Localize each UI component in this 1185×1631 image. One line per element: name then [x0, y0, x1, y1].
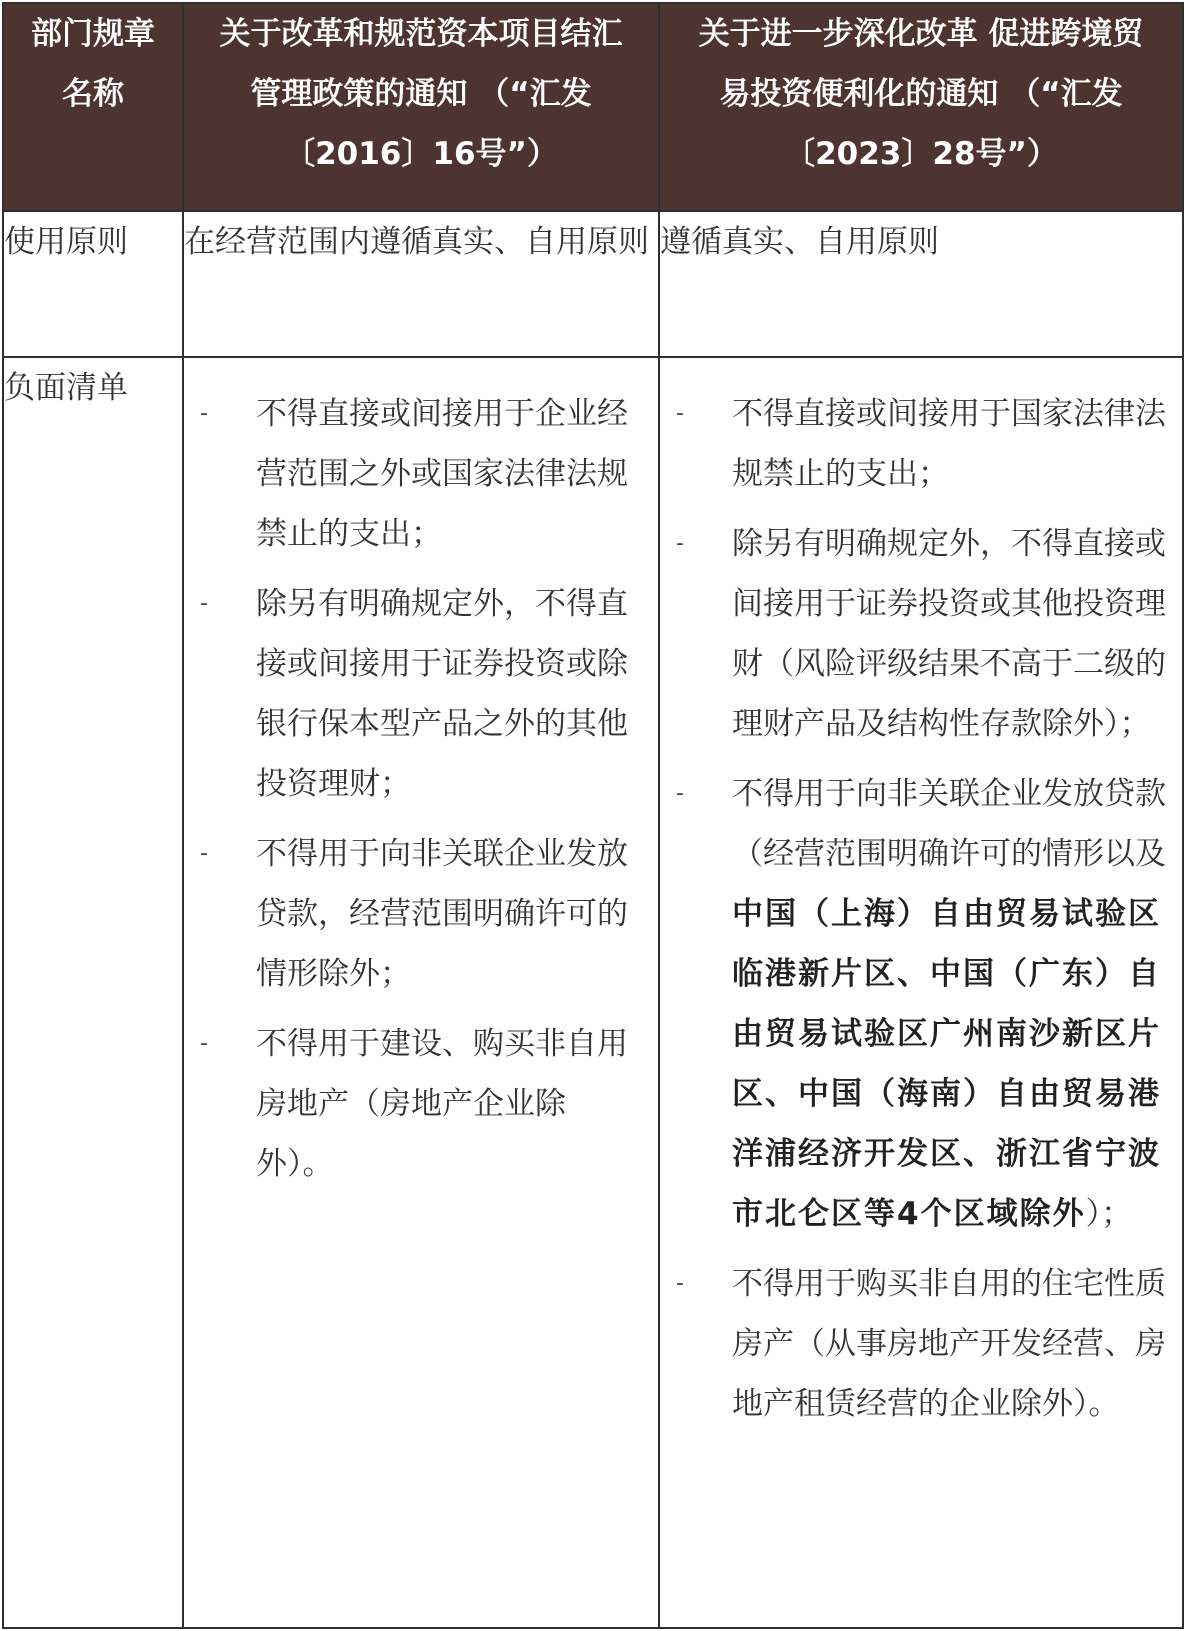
bullet-dash: -: [676, 531, 684, 556]
bullet-dash: -: [676, 401, 684, 426]
list-item: [676, 1254, 1166, 1434]
header-line: 〔2016〕16号”）: [284, 136, 558, 172]
bullet-dash: -: [200, 591, 208, 616]
header-line: 〔2023〕28号”）: [784, 136, 1058, 172]
list-item-text: 除另有明确规定外，不得直接或间接用于证券投资或除银行保本型产品之外的其他投资理财；: [256, 586, 628, 802]
bullet-dash: -: [676, 781, 684, 806]
list-item: [200, 1014, 642, 1194]
regulation-comparison-table: [2, 2, 1184, 1629]
list-item-text: 除另有明确规定外，不得直接或间接用于证券投资或其他投资理财（风险评级结果不高于二级的理财产品及结构性存款除外）；: [732, 526, 1166, 742]
list-item-text: 不得用于向非关联企业发放贷款（经营范围明确许可的情形以及: [732, 776, 1166, 872]
row-label-usage-principle: 使用原则: [3, 211, 183, 357]
bullet-dash: -: [676, 1271, 684, 1296]
table-header-row: [3, 3, 1183, 211]
list-item-text: 不得用于购买非自用的住宅性质房产（从事房地产开发经营、房地产租赁经营的企业除外）。: [732, 1266, 1166, 1422]
bullet-dash: -: [200, 1031, 208, 1056]
table-row-usage-principle: [3, 211, 1183, 357]
table-row-negative-list: [3, 357, 1183, 1628]
header-2016-notice: [183, 3, 659, 211]
header-line: 管理政策的通知 （“汇发: [250, 76, 592, 112]
negative-list-2023: [659, 357, 1183, 1628]
list-item-text: 不得用于向非关联企业发放贷款，经营范围明确许可的情形除外；: [256, 836, 628, 992]
bullet-dash: -: [200, 401, 208, 426]
principle-2016: 在经营范围内遵循真实、自用原则: [183, 211, 659, 357]
list-item: [676, 764, 1166, 1244]
list-item-text: ）；: [1085, 1196, 1133, 1232]
header-2023-notice: [659, 3, 1183, 211]
list-item: [676, 514, 1166, 754]
list-item-text: 不得直接或间接用于企业经营范围之外或国家法律法规禁止的支出；: [256, 396, 628, 552]
list-item: [200, 384, 642, 564]
bullet-list: [660, 358, 1182, 1434]
list-item-text: 不得用于建设、购买非自用房地产（房地产企业除外）。: [256, 1026, 628, 1182]
list-item: [200, 824, 642, 1004]
bullet-dash: -: [200, 841, 208, 866]
header-line: 名称: [62, 76, 124, 112]
header-line: 易投资便利化的通知 （“汇发: [719, 76, 1123, 112]
list-item-bold-text: 中国（上海）自由贸易试验区临港新片区、中国（广东）自由贸易试验区广州南沙新区片区、中国（海南）自由贸易港洋浦经济开发区、浙江省宁波市北仑区等4个区域除外: [732, 896, 1161, 1232]
row-label-negative-list: 负面清单: [3, 357, 183, 1628]
principle-2023: 遵循真实、自用原则: [659, 211, 1183, 357]
bullet-list: [184, 358, 658, 1194]
list-item: [200, 574, 642, 814]
header-line: 部门规章: [31, 16, 155, 52]
header-line: 关于进一步深化改革 促进跨境贸: [698, 16, 1144, 52]
negative-list-2016: [183, 357, 659, 1628]
header-line: 关于改革和规范资本项目结汇: [219, 16, 623, 52]
list-item-text: 不得直接或间接用于国家法律法规禁止的支出；: [732, 396, 1166, 492]
header-regulation-name: [3, 3, 183, 211]
list-item: [676, 384, 1166, 504]
